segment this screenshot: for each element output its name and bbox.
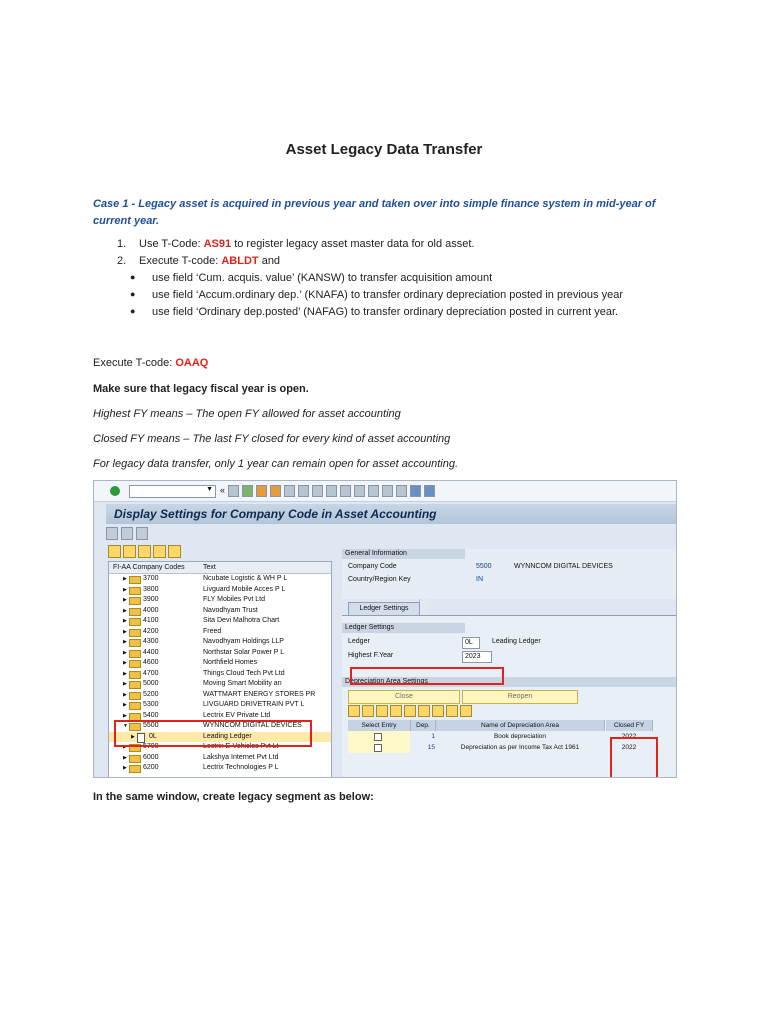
grid-binoculars-icon[interactable] — [376, 705, 388, 717]
document-page: Asset Legacy Data Transfer Case 1 - Legacy asset is acquired in previous year and taken over into simple finance system in mid-year of current year. 1. Use T-Code: AS91 to register legacy asset master data for old asset. 2. Execute T-code: ABLDT and ● use field ‘Cum. acquis. value’ (KANSW) to transfer acquisition amount ● use field ‘Accum.ordinary dep.’ (KNAFA) to transfer ordinary depreciation posted in previous year ● use field ‘Ordinary dep.posted’ (NAFAG) to transfer ordinary depreciation posted in current year. Execute T-code: OAAQ Make sure that legacy fiscal year is open. Highest FY means – The open FY allowed for asset accounting Closed FY means – The last FY closed for every kind of asset accounting For legacy data transfer, only 1 year can remain open for asset accounting. ▼ « Display Settings for Company Code in Asset Accounting FI-AA Company Codes Text ▶ 3700 Ncubate Logistic & WH P L ▶ 3800 Livguard Mobile Acces P L ▶ 3900 FLY Mobiles Pvt Ltd ▶ 4000 Navodhyam Trust ▶ 4100 Sita Devi Malhotra Chart ▶ 4200 Freed ▶ 4300 Navodhyam Holdings LLP ▶ 4400 Northstar Solar Power P L ▶ 4600 Northfield Homes ▶ 4700 Things Cloud Tech Pvt Ltd ▶ 5000 Moving Smart Mobility an ▶ 5200 WATTMART ENERGY STORES PR ▶ 5300 LIVGUARD DRIVETRAIN PVT L ▶ 5400 Lectrix EV Private Ltd ▼ 5500 WYNNCOM DIGITAL DEVICES ▶ 0L Leading Ledger ▶ 5700 Lectrix E-Vehicles Pvt Lt ▶ 6000 Lakshya Internet Pvt Ltd ▶ 6200 Lectrix Technologies P L General Information Company Code 5500 WYNNCOM DIGITAL DEVICES Country/Region Key IN Ledger Settings Ledger Settings Ledger 0L Leading Ledger Highest F.Year 2023 Depreciation Area Settings Close Reopen Select Entry Dep. Name of Depreciation Area Closed FY 1 Book depreciation 2022 15 Depreciation as per Income Tax Act 1961 2022 In the same window, create legacy segment as below: — [0, 0, 768, 1024]
collapsed-node-icon[interactable]: ▶ — [123, 691, 127, 698]
tree-row-code: 5700 — [143, 743, 159, 750]
tree-row-text: LIVGUARD DRIVETRAIN PVT L — [203, 701, 305, 708]
tree-row-code: 4100 — [143, 617, 159, 624]
grid-sort-icon[interactable] — [390, 705, 402, 717]
highest-fy-field[interactable]: 2023 — [462, 651, 492, 663]
collapsed-node-icon[interactable]: ▶ — [123, 639, 127, 645]
exit-icon[interactable] — [256, 485, 267, 497]
find-icon[interactable] — [298, 485, 309, 497]
folder-icon — [129, 618, 141, 626]
highlight-box-company-5500 — [114, 720, 312, 747]
tree-row-code: 5400 — [143, 711, 159, 719]
folder-icon — [129, 576, 141, 584]
general-info-label: General Information — [342, 549, 465, 559]
other-object-icon[interactable] — [136, 527, 148, 540]
shortcut-icon[interactable] — [396, 485, 407, 497]
grid-col-select: Select Entry — [348, 720, 411, 731]
application-toolbar — [106, 525, 148, 541]
screen-title: Display Settings for Company Code in Asset Accounting — [114, 507, 437, 521]
tcode-as91: AS91 — [203, 238, 232, 250]
execute-line: Execute T-code: OAAQ — [93, 357, 209, 369]
grid-col-name: Name of Depreciation Area — [436, 720, 605, 731]
dep-area-name: Depreciation as per Income Tax Act 1961 — [460, 744, 580, 751]
tree-row[interactable] — [109, 616, 331, 626]
tree-row-code: 3700 — [143, 575, 159, 582]
dep-area-number: 1 — [431, 733, 435, 740]
tree-row[interactable] — [109, 595, 331, 605]
folder-icon — [129, 755, 141, 763]
grid-col-closed: Closed FY — [606, 720, 653, 731]
help-icon[interactable] — [410, 485, 421, 497]
collapsed-node-icon[interactable]: ▶ — [123, 702, 127, 708]
bullet-icon: ● — [130, 306, 136, 316]
tree-toolbar — [108, 545, 181, 559]
collapsed-node-icon[interactable]: ▶ — [123, 670, 127, 677]
display-change-icon[interactable] — [121, 527, 133, 540]
dep-area-settings-label: Depreciation Area Settings — [342, 677, 677, 687]
collapsed-node-icon[interactable]: ▶ — [123, 618, 127, 624]
toolbar-icons — [220, 485, 435, 497]
edit-icon[interactable] — [106, 527, 118, 540]
highlight-box-closed-fy — [610, 737, 658, 778]
tree-row[interactable] — [109, 658, 331, 668]
legacy-segment-text: In the same window, create legacy segment as below: — [93, 791, 374, 803]
make-sure-text: Make sure that legacy fiscal year is open. — [93, 383, 309, 395]
company-code-value: 5500 — [476, 563, 492, 570]
tree-row-code: 3900 — [143, 596, 159, 603]
tree-row-text: Northfield Homes — [203, 659, 258, 666]
collapsed-node-icon[interactable]: ▶ — [123, 649, 127, 656]
tree-row-text: Ncubate Logistic & WH P L — [203, 575, 288, 582]
folder-icon — [129, 639, 141, 647]
ledger-settings-label: Ledger Settings — [342, 623, 465, 633]
find-tree-icon[interactable] — [138, 545, 151, 558]
country-value: IN — [476, 576, 483, 583]
chevron-down-icon: ▼ — [206, 486, 213, 493]
reopen-button[interactable]: Reopen — [462, 690, 578, 704]
select-entry-checkbox[interactable] — [374, 744, 382, 752]
tree-row-code: 4000 — [143, 606, 159, 614]
grid-print-icon[interactable] — [418, 705, 430, 717]
tree-row-text: Lectrix Technologies P L — [203, 764, 279, 771]
folder-icon — [129, 597, 141, 605]
collapsed-node-icon[interactable]: ▶ — [123, 681, 127, 687]
grid-filter-icon[interactable] — [362, 705, 374, 717]
collapsed-node-icon[interactable]: ▶ — [123, 607, 127, 614]
tree-row-code: 5000 — [143, 680, 159, 687]
last-page-icon[interactable] — [368, 485, 379, 497]
tree-col-text: Text — [203, 564, 216, 571]
tree-row-text: Things Cloud Tech Pvt Ltd — [203, 669, 285, 677]
find-next-icon[interactable] — [312, 485, 323, 497]
grid-col-dep: Dep. — [411, 720, 436, 731]
folder-icon — [129, 765, 141, 773]
tree-row[interactable] — [109, 606, 331, 616]
company-name: WYNNCOM DIGITAL DEVICES — [514, 563, 613, 570]
collapsed-node-icon[interactable]: ▶ — [123, 576, 127, 582]
folder-icon — [129, 671, 141, 679]
tree-row-code: 4200 — [143, 627, 159, 635]
expand-icon[interactable] — [108, 545, 121, 558]
grid-sum-icon[interactable] — [404, 705, 416, 717]
tree-row-text: Navodhyam Holdings LLP — [203, 638, 284, 645]
tree-row[interactable] — [109, 627, 331, 637]
tab-ledger-settings[interactable]: Ledger Settings — [348, 602, 420, 616]
tree-row[interactable] — [109, 700, 331, 710]
tree-col-code: FI-AA Company Codes — [113, 564, 185, 571]
collapsed-node-icon[interactable]: ▶ — [123, 660, 127, 666]
tree-row-code: 5200 — [143, 690, 159, 698]
folder-icon — [129, 629, 141, 637]
command-field[interactable] — [129, 485, 216, 498]
tree-row[interactable] — [109, 753, 331, 763]
closed-fy-text: Closed FY means – The last FY closed for every kind of asset accounting — [93, 433, 451, 445]
tree-row-text: Sita Devi Malhotra Chart — [203, 617, 280, 624]
closed-fy-value: 2022 — [621, 744, 637, 751]
company-code-label: Company Code — [348, 563, 397, 570]
collapsed-node-icon[interactable]: ▶ — [123, 744, 127, 750]
tree-row-text: Lakshya Internet Pvt Ltd — [203, 753, 279, 761]
collapse-icon[interactable] — [123, 545, 136, 558]
tree-row-text: WYNNCOM DIGITAL DEVICES — [203, 722, 302, 729]
tree-row-code: 4300 — [143, 638, 159, 645]
sap-standard-toolbar — [94, 481, 676, 502]
cancel-icon[interactable] — [270, 485, 281, 497]
grid-export-icon[interactable] — [432, 705, 444, 717]
collapsed-node-icon[interactable]: ▶ — [123, 754, 127, 761]
grid-toolbar — [348, 705, 472, 717]
bullet-icon: ● — [130, 272, 136, 282]
ledger-field[interactable]: 0L — [462, 637, 480, 649]
dep-area-name: Book depreciation — [493, 733, 547, 740]
folder-icon — [129, 681, 141, 689]
grid-find-icon[interactable] — [348, 705, 360, 717]
tree-row-text: Freed — [203, 627, 222, 635]
layout-icon[interactable] — [424, 485, 435, 497]
folder-icon — [129, 702, 141, 710]
tree-row-code: 5300 — [143, 701, 159, 708]
grid-layout-icon[interactable] — [446, 705, 458, 717]
ledger-label: Ledger — [348, 638, 370, 645]
tree-row[interactable] — [109, 690, 331, 700]
tcode-oaaq: OAAQ — [175, 357, 209, 369]
collapsed-node-icon[interactable]: ▶ — [123, 712, 127, 719]
general-information-section — [342, 549, 676, 599]
dep-area-number: 15 — [427, 744, 435, 751]
tree-row-code: 4600 — [143, 659, 159, 666]
legacy-note-text: For legacy data transfer, only 1 year can remain open for asset accounting. — [93, 458, 459, 470]
highest-fy-label: Highest F.Year — [348, 652, 394, 659]
double-left-icon[interactable]: « — [220, 485, 226, 495]
tree-row[interactable] — [109, 763, 331, 773]
select-icon[interactable] — [168, 545, 181, 558]
bullet-icon: ● — [130, 289, 136, 299]
tree-row-text: WATTMART ENERGY STORES PR — [203, 690, 316, 698]
screen-title-bar — [106, 504, 676, 524]
tree-row-text: Lectrix E-Vehicles Pvt Lt — [203, 743, 279, 750]
print-icon[interactable] — [284, 485, 295, 497]
tree-row[interactable] — [109, 669, 331, 679]
tree-row-text: Lectrix EV Private Ltd — [203, 711, 271, 719]
select-entry-checkbox[interactable] — [374, 733, 382, 741]
ledger-name: Leading Ledger — [492, 638, 541, 645]
tree-row-code: 4700 — [143, 669, 159, 677]
collapsed-node-icon[interactable]: ▶ — [123, 628, 127, 635]
tree-row-code: 5500 — [143, 722, 159, 729]
collapsed-node-icon[interactable]: ▶ — [131, 733, 135, 740]
next-page-icon[interactable] — [354, 485, 365, 497]
tcode-abldt: ABLDT — [221, 255, 259, 267]
back-icon[interactable] — [242, 485, 253, 497]
tree-row-text: Navodhyam Trust — [203, 606, 258, 614]
expanded-node-icon[interactable]: ▼ — [123, 723, 128, 729]
folder-icon — [129, 587, 141, 595]
tree-row[interactable] — [109, 711, 331, 721]
prev-page-icon[interactable] — [340, 485, 351, 497]
tree-row-code: 3800 — [143, 585, 159, 593]
save-icon[interactable] — [228, 485, 239, 497]
enter-icon[interactable] — [110, 486, 120, 496]
tree-row-code: 6200 — [143, 764, 159, 771]
folder-icon — [129, 660, 141, 668]
filter-icon[interactable] — [153, 545, 166, 558]
tree-row-text: Livguard Mobile Acces P L — [203, 585, 286, 593]
tree-row-code: 4400 — [143, 648, 159, 656]
close-button[interactable]: Close — [348, 690, 460, 704]
tree-row-text: Moving Smart Mobility an — [203, 680, 282, 687]
new-session-icon[interactable] — [382, 485, 393, 497]
sap-screenshot — [93, 480, 677, 778]
tree-row[interactable] — [109, 637, 331, 647]
tree-row[interactable] — [109, 585, 331, 595]
tree-header — [109, 562, 331, 574]
first-page-icon[interactable] — [326, 485, 337, 497]
folder-icon — [129, 650, 141, 658]
collapsed-node-icon[interactable]: ▶ — [123, 597, 127, 603]
collapsed-node-icon[interactable]: ▶ — [123, 765, 127, 771]
tree-row-text: Leading Ledger — [203, 732, 252, 740]
highlight-box-highest-fy — [350, 667, 504, 685]
grid-details-icon[interactable] — [460, 705, 472, 717]
tree-row-text: Northstar Solar Power P L — [203, 648, 285, 656]
collapsed-node-icon[interactable]: ▶ — [123, 586, 127, 593]
country-label: Country/Region Key — [348, 576, 411, 583]
tree-row-code: 6000 — [143, 753, 159, 761]
folder-icon — [129, 608, 141, 616]
tree-row-code: 0L — [149, 732, 157, 740]
tree-row-text: FLY Mobiles Pvt Ltd — [203, 596, 265, 603]
highest-fy-text: Highest FY means – The open FY allowed for asset accounting — [93, 408, 401, 420]
closed-fy-value: 2022 — [621, 733, 637, 740]
page-title: Asset Legacy Data Transfer — [285, 141, 483, 158]
tree-row[interactable] — [109, 679, 331, 689]
tree-row[interactable] — [109, 648, 331, 658]
case-1-heading: Case 1 - Legacy asset is acquired in previous year and taken over into simple finance system in mid-year of current year. — [93, 198, 656, 227]
folder-icon — [129, 692, 141, 700]
tree-row[interactable] — [109, 574, 331, 584]
